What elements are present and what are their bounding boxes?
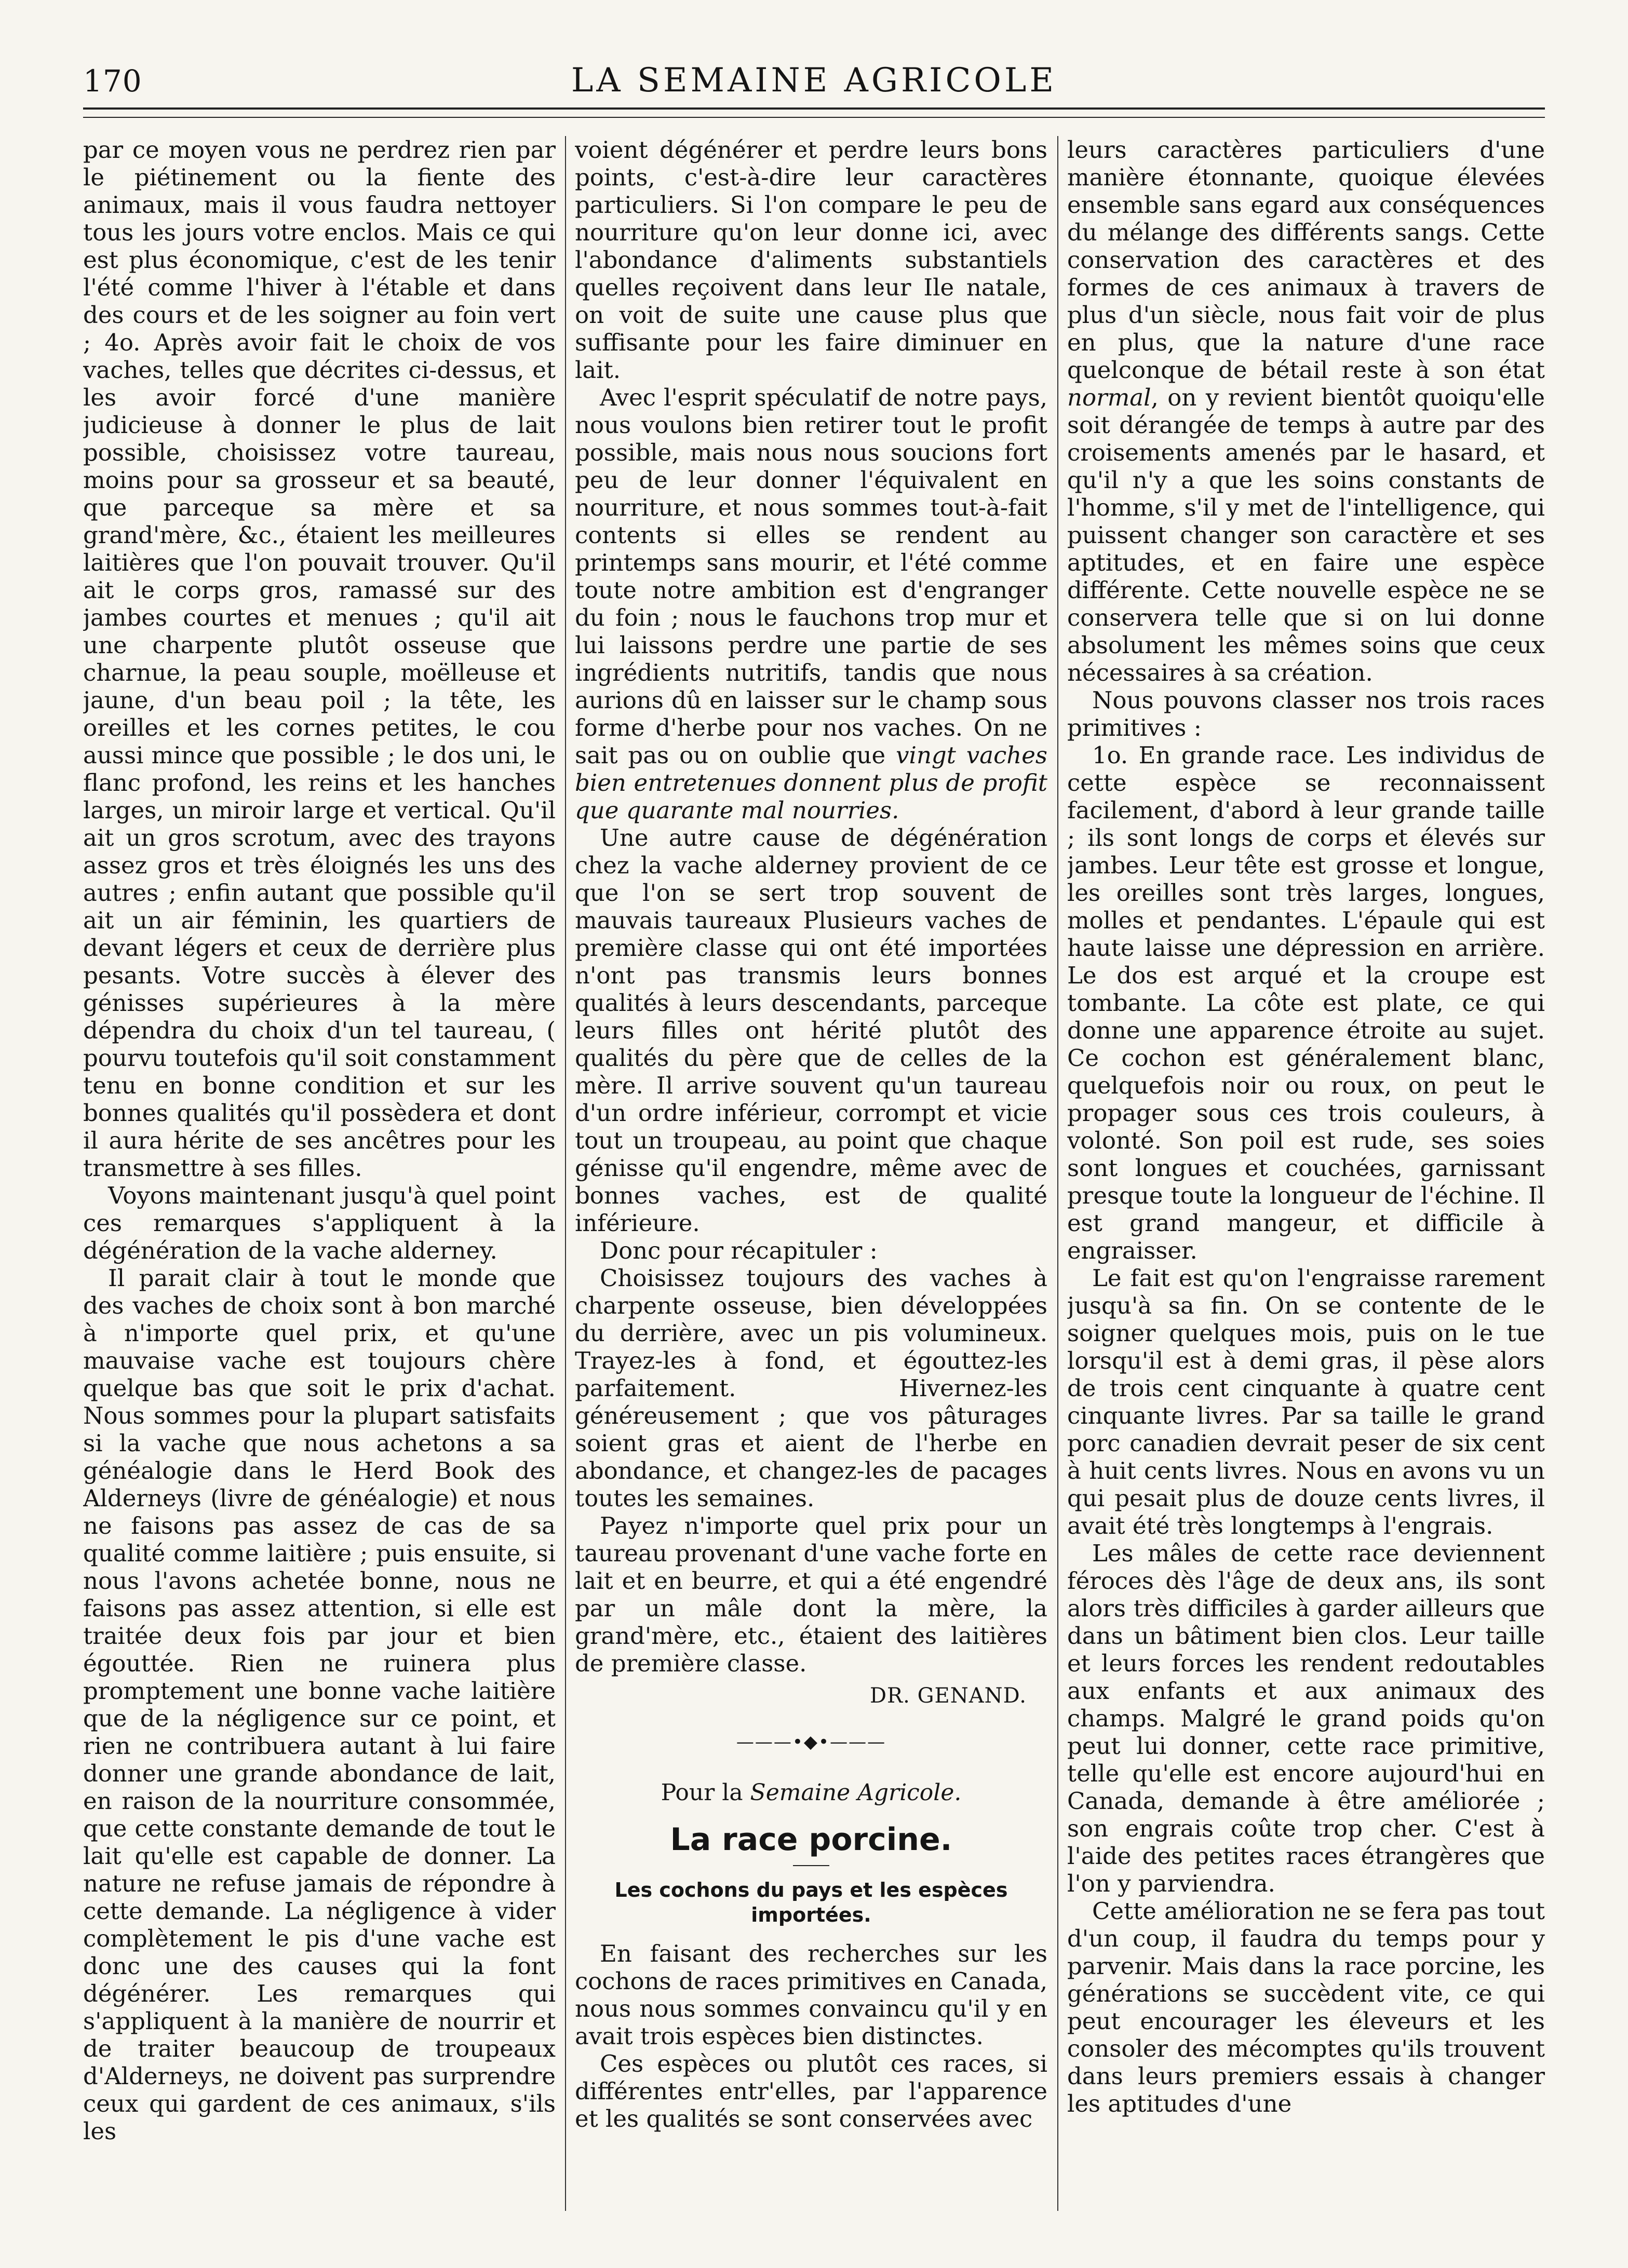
article-kicker: [575, 1779, 1047, 1806]
paragraph: Il parait clair à tout le monde que des vaches de choix sont à bon marché à n'importe quel prix, et qu'une mauvaise vache est toujours chère quelque bas que soit le prix d'achat. Nous sommes pour la plupart satisfaits si la vache que nous achetons a sa généalogie dans le Herd Book des Alderneys (livre de généalogie) et nous ne faisons pas assez de cas de sa qualité comme laitière ; puis ensuite, si nous l'avons achetée bonne, nous ne faisons pas assez attention, si elle est traitée deux fois par jour et bien égouttée. Rien ne ruinera plus promptement une bonne vache laitière que de la négligence sur ce point, et rien ne contribuera autant à lui faire donner une grande abondance de lait, en raison de la nourriture consommée, que cette constante demande de tout le lait qu'elle est capable de donner. La nature ne refuse jamais de répondre à cette demande. La négligence à vider complètement le pis d'une vache est donc une des causes qui la font dégénérer. Les remarques qui s'appliquent à la manière de nourrir et de traiter beaucoup de troupeaux d'Alderneys, ne doivent pas surprendre ceux qui gardent de ces animaux, s'ils les: [83, 1264, 556, 2145]
paragraph: [1067, 136, 1545, 686]
header-rule: [83, 107, 1545, 118]
paragraph: Les mâles de cette race deviennent féroces dès l'âge de deux ans, ils sont alors très difficiles à garder ailleurs que dans un bâtiment bien clos. Leur taille et leurs forces les rendent redoutables aux enfants et aux animaux des champs. Malgré le grand poids qu'on peut lui donner, cette race primitive, telle qu'elle est encore aujourd'hui en Canada, demande à être améliorée ; son engrais coûte trop cher. C'est à l'aide des petites races étrangères que l'on y parviendra.: [1067, 1540, 1545, 1897]
column-divider: [1057, 136, 1058, 2211]
column-right: [1067, 136, 1545, 2211]
kicker-text: Pour la: [661, 1779, 750, 1806]
page-number: 170: [83, 63, 142, 99]
paragraph: 1o. En grande race. Les individus de cette espèce se reconnaissent facilement, d'abord à leur grande taille ; ils sont longs de corps et élevés sur jambes. Leur tête est grosse et longue, les oreilles sont très larges, longues, molles et pendantes. L'épaule qui est haute laisse une dépression en arrière. Le dos est arqué et la croupe est tombante. La côte est plate, ce qui donne une apparence étroite au sujet. Ce cochon est généralement blanc, quelquefois noir ou roux, on peut le propager sous ces trois couleurs, à volonté. Son poil est rude, ses soies sont longues et couchées, garnissant presque toute la longueur de l'échine. Il est grand mangeur, et difficile à engraisser.: [1067, 741, 1545, 1264]
paragraph: Donc pour récapituler :: [600, 1237, 878, 1264]
paragraph-text: , on y revient bientôt quoiqu'elle soit dérangée de temps à autre par des croisements amenés par le hasard, et qu'il n'y a que les soins constants de l'homme, s'il y met de l'intelligence, qui puissent changer son caractère et ses aptitudes, et en faire une espèce différente. Cette nouvelle espèce ne se conservera telle que si on lui donne absolument les mêmes soins que ceux nécessaires à sa création.: [1067, 384, 1545, 686]
paragraph-text: Avec l'esprit spéculatif de notre pays, nous voulons bien retirer tout le profit possible, mais nous nous soucions fort peu de leur donner l'équivalent en nourriture, et nous sommes tout-à-fait contents si elles se rendent au printemps sans mourir, et l'été comme toute notre ambition est d'engranger du foin ; nous le fauchons trop mur et lui laissons perdre une partie de ses ingrédients nutritifs, tandis que nous aurions dû en laisser sur le champ sous forme d'herbe pour nos vaches. On ne sait pas ou on oublie que: [575, 384, 1047, 769]
paragraph: Voyons maintenant jusqu'à quel point ces remarques s'appliquent à la dégénération de la vache alderney.: [83, 1182, 556, 1264]
headline-rule: [793, 1865, 829, 1866]
column-middle: [575, 136, 1047, 2211]
author-signature: DR. GENAND.: [869, 1684, 1027, 1708]
paragraph: Payez n'importe quel prix pour un taureau provenant d'une vache forte en lait et en beurre, et qui a été engendré par un mâle dont la mère, la grand'mère, etc., étaient des laitières de première classe.: [575, 1512, 1047, 1677]
article-headline: La race porcine.: [670, 1821, 952, 1858]
emphasis-text: normal: [1067, 384, 1151, 411]
article-subheading: Les cochons du pays et les espèces importées.: [614, 1879, 1008, 1926]
paragraph: par ce moyen vous ne perdrez rien par le piétinement ou la fiente des animaux, mais il vous faudra nettoyer tous les jours votre enclos. Mais ce qui est plus économique, c'est de les tenir l'été comme l'hiver à l'étable et dans des cours et de les soigner au foin vert ; 4o. Après avoir fait le choix de vos vaches, telles que décrites ci-dessus, et les avoir forcé d'une manière judicieuse à donner le plus de lait possible, choisissez votre taureau, moins pour sa grosseur et sa beauté, que parceque sa mère et sa grand'mère, &c., étaient les meilleures laitières que l'on pouvait trouver. Qu'il ait le corps gros, ramassé sur des jambes courtes et menues ; qu'il ait une charpente plutôt osseuse que charnue, la peau souple, moëlleuse et jaune, d'un beau poil ; la tête, les oreilles et les cornes petites, le cou aussi mince que possible ; le dos uni, le flanc profond, les reins et les hanches larges, un miroir large et vertical. Qu'il ait un gros scrotum, avec des trayons assez gros et très éloignés les uns des autres ; enfin autant que possible qu'il ait un air féminin, les quartiers de devant légers et ceux de derrière plus pesants. Votre succès à élever des génisses supérieures à la mère dépendra du choix d'un tel taureau, ( pourvu toutefois qu'il soit constamment tenu en bonne condition et sur les bonnes qualités qu'il possèdera et dont il aura hérite de ses ancêtres pour les transmettre à ses filles.: [83, 136, 556, 1182]
kicker-publication: Semaine Agricole.: [750, 1779, 962, 1806]
journal-title: LA SEMAINE AGRICOLE: [571, 61, 1057, 100]
paragraph: [575, 384, 1047, 824]
paragraph: En faisant des recherches sur les cochons de races primitives en Canada, nous nous sommes convaincu qu'il y en avait trois espèces bien distinctes.: [575, 1940, 1047, 2050]
column-divider: [565, 136, 566, 2211]
paragraph: Une autre cause de dégénération chez la vache alderney provient de ce que l'on se sert trop souvent de mauvais taureaux Plusieurs vaches de première classe qui ont été importées n'ont pas transmis leurs bonnes qualités à leurs descendants, parceque leurs filles ont hérité plutôt des qualités du père que de celles de la mère. Il arrive souvent qu'un taureau d'un ordre inférieur, corrompt et vicie tout un troupeau, au point que chaque génisse qu'il engendre, même avec de bonnes vaches, est de qualité inférieure.: [575, 824, 1047, 1237]
column-left: [83, 136, 556, 2211]
section-ornament: ———•◆•———: [736, 1732, 886, 1752]
page-header: [83, 52, 1545, 109]
paragraph: Nous pouvons classer nos trois races primitives :: [1067, 686, 1545, 741]
paragraph: Le fait est qu'on l'engraisse rarement jusqu'à sa fin. On se contente de le soigner quelques mois, puis on le tue lorsqu'il est à demi gras, il pèse alors de trois cent cinquante à quatre cent cinquante livres. Par sa taille le grand porc canadien devrait peser de six cent à huit cents livres. Nous en avons vu un qui pesait plus de douze cents livres, il avait été très longtemps à l'engrais.: [1067, 1264, 1545, 1540]
paragraph: voient dégénérer et perdre leurs bons points, c'est-à-dire leur caractères particuliers. Si l'on compare le peu de nourriture qu'on leur donne ici, avec l'abondance d'aliments substantiels quelles reçoivent dans leur Ile natale, on voit de suite une cause plus que suffisante pour les faire diminuer en lait.: [575, 136, 1047, 384]
paragraph: Cette amélioration ne se fera pas tout d'un coup, il faudra du temps pour y parvenir. Mais dans la race porcine, les générations se succèdent vite, ce qui peut encourager les éleveurs et les consoler des mécomptes qu'ils trouvent dans leurs premiers essais à changer les aptitudes d'une: [1067, 1897, 1545, 2117]
paragraph: Ces espèces ou plutôt ces races, si différentes entr'elles, par l'apparence et les qualités se sont conservées avec: [575, 2050, 1047, 2132]
emphasis-text: vingt vaches bien entretenues donnent plus de profit que quarante mal nourries.: [575, 741, 1047, 824]
paragraph: Choisissez toujours des vaches à charpente osseuse, bien développées du derrière, avec un pis volumineux. Trayez-les à fond, et égouttez-les parfaitement. Hivernez-les généreusement ; que vos pâturages soient gras et aient de l'herbe en abondance, et changez-les de pacages toutes les semaines.: [575, 1264, 1047, 1512]
paragraph-text: leurs caractères particuliers d'une manière étonnante, quoique élevées ensemble sans egard aux conséquences du mélange des différents sangs. Cette conservation des caractères et des formes de ces animaux à travers de plus d'un siècle, nous fait voir de plus en plus, que la nature d'une race quelconque de bétail reste à son état: [1067, 136, 1545, 384]
